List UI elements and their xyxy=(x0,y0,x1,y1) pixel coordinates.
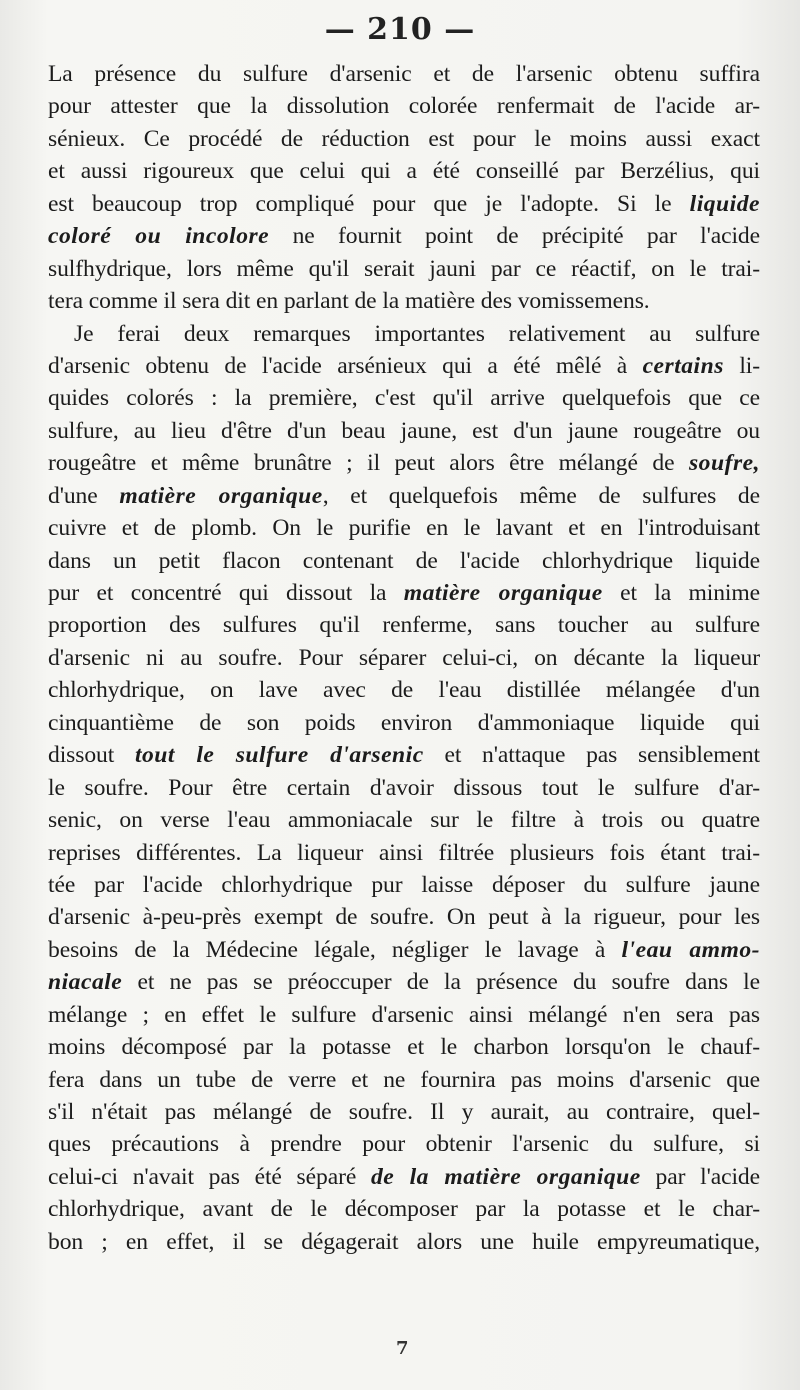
italic-text: de la matière organique xyxy=(370,1163,641,1190)
text-segment: dans un petit flacon contenant de l'acide chlorhydrique liquide xyxy=(48,547,760,574)
text-segment: li- xyxy=(723,352,761,379)
text-line xyxy=(48,901,760,933)
italic-text: matière organique xyxy=(119,482,323,509)
text-line xyxy=(48,415,760,447)
text-line xyxy=(48,285,760,317)
text-segment: tera comme il sera dit en parlant de la matière des vomissemens. xyxy=(48,288,650,315)
text-line xyxy=(48,577,760,609)
text-segment: d'une xyxy=(48,482,120,509)
text-segment: rougeâtre et même brunâtre ; il peut alors être mélangé de xyxy=(48,450,689,477)
text-line xyxy=(48,512,760,544)
text-line xyxy=(48,674,760,706)
text-segment: par l'acide xyxy=(640,1163,760,1190)
text-line xyxy=(48,804,760,836)
text-line xyxy=(48,58,760,90)
text-segment: sulfhydrique, lors même qu'il serait jauni par ce réactif, on le trai- xyxy=(48,255,760,282)
text-segment: sénieux. Ce procédé de réduction est pour le moins aussi exact xyxy=(48,125,760,152)
text-segment: le soufre. Pour être certain d'avoir dissous tout le sulfure d'ar- xyxy=(48,774,760,801)
text-segment: fera dans un tube de verre et ne fournira pas moins d'arsenic que xyxy=(48,1066,760,1093)
text-line xyxy=(48,318,760,350)
text-line xyxy=(48,707,760,739)
text-line xyxy=(48,999,760,1031)
text-segment: est beaucoup trop compliqué pour que je l'adopte. Si le xyxy=(48,190,690,217)
text-line xyxy=(48,1161,760,1193)
italic-text: coloré ou incolore xyxy=(48,223,270,250)
text-line xyxy=(48,609,760,641)
text-segment: quides colorés : la première, c'est qu'il arrive quelquefois que ce xyxy=(48,385,760,412)
text-segment: mélange ; en effet le sulfure d'arsenic ainsi mélangé n'en sera pas xyxy=(48,1001,760,1028)
text-segment: d'arsenic à-peu-près exempt de soufre. On peut à la rigueur, pour les xyxy=(48,904,760,931)
text-segment: ne fournit point de précipité par l'acide xyxy=(269,223,761,250)
text-line xyxy=(48,1128,760,1160)
italic-text: soufre, xyxy=(688,450,760,477)
text-segment: et aussi rigoureux que celui qui a été conseillé par Berzélius, qui xyxy=(48,158,760,185)
text-segment: pur et concentré qui dissout la xyxy=(48,580,404,606)
body-text xyxy=(48,58,760,1258)
text-line xyxy=(48,480,760,512)
italic-text: certains xyxy=(642,352,724,379)
text-segment: reprises différentes. La liqueur ainsi filtrée plusieurs fois étant trai- xyxy=(48,839,760,866)
text-segment: besoins de la Médecine légale, négliger le lavage à xyxy=(48,936,622,963)
italic-text: matière organique xyxy=(403,580,603,606)
text-line xyxy=(48,739,760,771)
text-segment: d'arsenic ni au soufre. Pour séparer celui-ci, on décante la liqueur xyxy=(48,644,760,671)
text-line xyxy=(48,253,760,285)
italic-text: tout le sulfure d'arsenic xyxy=(134,742,424,769)
text-line xyxy=(48,869,760,901)
text-segment: moins décomposé par la potasse et le charbon lorsqu'on le chauf- xyxy=(48,1034,760,1061)
text-segment: et ne pas se préoccuper de la présence du soufre dans le xyxy=(122,969,760,996)
text-line xyxy=(48,188,760,220)
text-segment: cinquantième de son poids environ d'ammoniaque liquide qui xyxy=(48,709,760,736)
text-line xyxy=(48,90,760,122)
text-line xyxy=(48,772,760,804)
text-segment: et n'attaque pas sensiblement xyxy=(423,742,760,769)
text-line xyxy=(48,1064,760,1096)
text-segment: senic, on verse l'eau ammoniacale sur le filtre à trois ou quatre xyxy=(48,807,760,834)
text-segment: , et quelquefois même de sulfures de xyxy=(322,482,760,509)
text-line xyxy=(48,1226,760,1258)
text-segment: et la minime xyxy=(602,580,760,606)
text-segment: d'arsenic obtenu de l'acide arsénieux qui a été mêlé à xyxy=(48,352,643,379)
text-segment: bon ; en effet, il se dégagerait alors une huile empyreumatique, xyxy=(48,1228,760,1255)
text-segment: proportion des sulfures qu'il renferme, sans toucher au sulfure xyxy=(48,612,760,639)
italic-text: l'eau ammo- xyxy=(621,936,760,963)
text-segment: pour attester que la dissolution colorée renfermait de l'acide ar- xyxy=(48,93,760,120)
text-segment: cuivre et de plomb. On le purifie en le lavant et en l'introduisant xyxy=(48,515,760,542)
text-line xyxy=(48,350,760,382)
text-line xyxy=(48,966,760,998)
text-line xyxy=(48,1193,760,1225)
text-line xyxy=(48,447,760,479)
text-line xyxy=(48,123,760,155)
text-segment: ques précautions à prendre pour obtenir l'arsenic du sulfure, si xyxy=(48,1131,760,1158)
text-line xyxy=(48,1031,760,1063)
italic-text: niacale xyxy=(48,969,123,996)
text-segment: chlorhydrique, avant de le décomposer par la potasse et le char- xyxy=(48,1196,760,1223)
text-segment: sulfure, au lieu d'être d'un beau jaune, est d'un jaune rougeâtre ou xyxy=(48,417,760,444)
text-line xyxy=(48,220,760,252)
text-segment: dissout xyxy=(48,742,135,769)
text-line xyxy=(48,155,760,187)
page-number: — 210 — xyxy=(324,12,476,47)
signature-mark: 7 xyxy=(396,1338,409,1359)
text-line xyxy=(48,382,760,414)
text-line xyxy=(48,642,760,674)
text-line xyxy=(48,934,760,966)
text-segment: celui-ci n'avait pas été séparé xyxy=(48,1163,371,1190)
italic-text: liquide xyxy=(689,190,760,217)
text-segment: Je ferai deux remarques importantes relativement au sulfure xyxy=(74,320,760,347)
text-line xyxy=(48,837,760,869)
text-line xyxy=(48,545,760,577)
text-segment: chlorhydrique, on lave avec de l'eau distillée mélangée d'un xyxy=(48,677,760,704)
text-line xyxy=(48,1096,760,1128)
text-segment: La présence du sulfure d'arsenic et de l'arsenic obtenu suffira xyxy=(48,61,760,87)
text-segment: s'il n'était pas mélangé de soufre. Il y aurait, au contraire, quel- xyxy=(48,1099,760,1125)
text-segment: tée par l'acide chlorhydrique pur laisse déposer du sulfure jaune xyxy=(48,871,760,898)
